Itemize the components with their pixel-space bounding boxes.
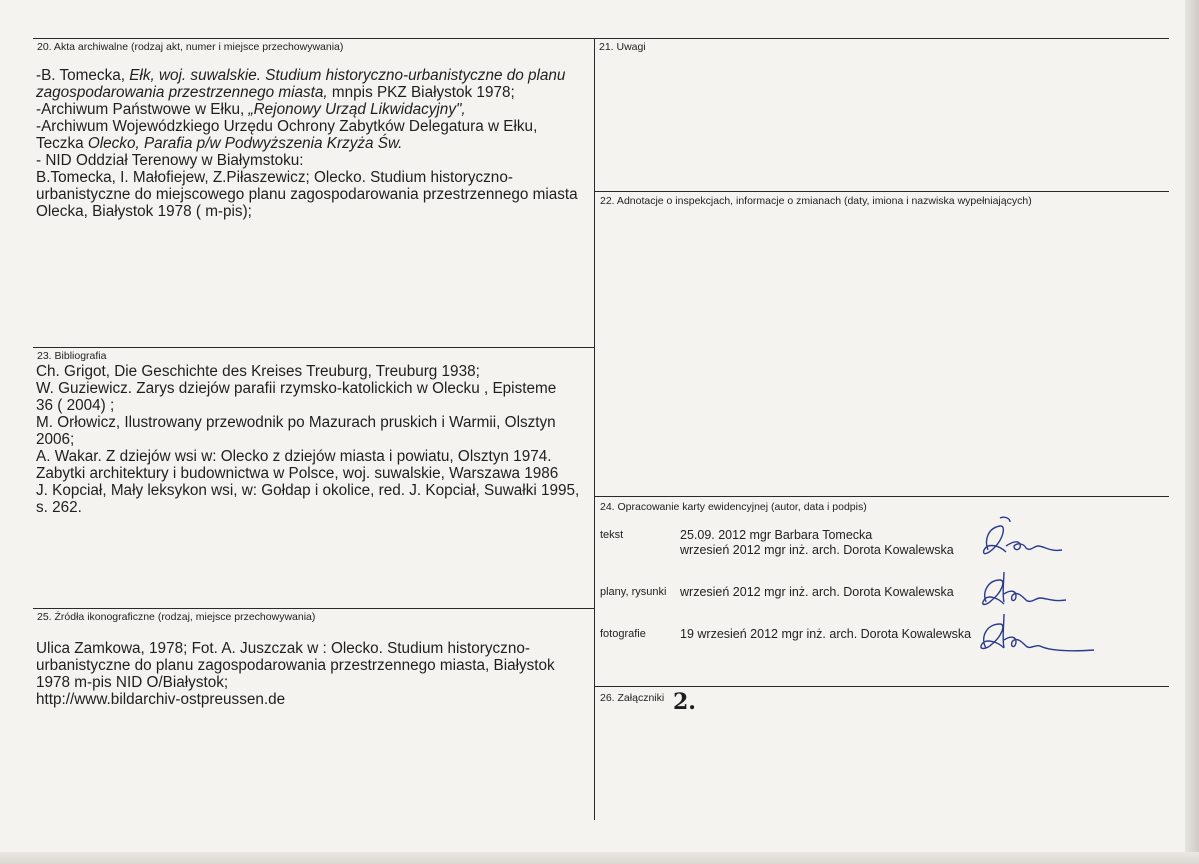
divider-23-25 bbox=[33, 608, 594, 609]
archive-line-9: Olecka, Białystok 1978 ( m-pis); bbox=[36, 203, 252, 220]
paper-edge-right bbox=[1185, 0, 1199, 864]
signature-foto bbox=[968, 612, 1098, 672]
foto-label: fotografie bbox=[600, 628, 646, 640]
divider-20-23 bbox=[33, 347, 594, 348]
archive-line-8: urbanistyczne do miejscowego planu zagospodarowania przestrzennego miasta bbox=[36, 186, 578, 203]
divider-22-24 bbox=[594, 496, 1169, 497]
paper-edge-bottom bbox=[0, 852, 1199, 864]
bibliography-line: J. Kopciał, Mały leksykon wsi, w: Gołdap i okolice, red. J. Kopciał, Suwałki 1995, bbox=[36, 482, 580, 499]
archive-line-7: B.Tomecka, I. Małofiejew, Z.Piłaszewicz; Olecko. Studium historyczno- bbox=[36, 169, 513, 186]
plany-text: wrzesień 2012 mgr inż. arch. Dorota Kowalewska bbox=[680, 585, 954, 599]
archive-line-3-title: „Rejonowy Urząd Likwidacyjny", bbox=[248, 101, 466, 118]
iconography-line: 1978 m-pis NID O/Białystok; bbox=[36, 674, 229, 691]
section-23-label: 23. Bibliografia bbox=[37, 350, 107, 362]
divider-21-22 bbox=[594, 191, 1169, 192]
section-20-content bbox=[36, 67, 578, 220]
archive-line-5-start: Teczka bbox=[36, 135, 88, 152]
tekst-line-1: 25.09. 2012 mgr Barbara Tomecka bbox=[680, 528, 873, 542]
bibliography-line: Zabytki architektury i budownictwa w Polsce, woj. suwalskie, Warszawa 1986 bbox=[36, 465, 559, 482]
divider-24-26 bbox=[594, 686, 1169, 687]
foto-text: 19 wrzesień 2012 mgr inż. arch. Dorota Kowalewska bbox=[680, 627, 972, 641]
tekst-line-2: wrzesień 2012 mgr inż. arch. Dorota Kowalewska bbox=[680, 543, 954, 557]
archive-line-1-author: -B. Tomecka, bbox=[36, 67, 130, 84]
archive-line-5-title: Olecko, Parafia p/w Podwyższenia Krzyża Św. bbox=[87, 135, 403, 152]
section-26-label: 26. Załączniki bbox=[600, 692, 665, 704]
section-20-label: 20. Akta archiwalne (rodzaj akt, numer i miejsce przechowywania) bbox=[37, 41, 344, 53]
bibliography-line: A. Wakar. Z dziejów wsi w: Olecko z dziejów miasta i powiatu, Olsztyn 1974. bbox=[36, 448, 552, 465]
column-divider bbox=[594, 38, 595, 820]
bibliography-line: Ch. Grigot, Die Geschichte des Kreises Treuburg, Treuburg 1938; bbox=[36, 363, 480, 380]
archive-line-5 bbox=[36, 135, 578, 152]
signature-plany bbox=[970, 568, 1080, 616]
archive-line-1 bbox=[36, 67, 578, 84]
archive-line-6: - NID Oddział Terenowy w Białymstoku: bbox=[36, 152, 304, 169]
section-24-label: 24. Opracowanie karty ewidencyjnej (autor, data i podpis) bbox=[600, 501, 867, 513]
archive-line-3 bbox=[36, 101, 578, 118]
section-22-label: 22. Adnotacje o inspekcjach, informacje o zmianach (daty, imiona i nazwiska wypełniających) bbox=[600, 195, 1032, 207]
archive-line-3-start: -Archiwum Państwowe w Ełku, bbox=[36, 101, 249, 118]
iconography-line: http://www.bildarchiv-ostpreussen.de bbox=[36, 691, 286, 708]
archive-line-2-rest: mnpis PKZ Białystok 1978; bbox=[327, 84, 515, 101]
bibliography-line: s. 262. bbox=[36, 499, 82, 516]
section-21-label: 21. Uwagi bbox=[599, 41, 646, 53]
tekst-label: tekst bbox=[600, 529, 624, 541]
signature-tekst bbox=[970, 512, 1080, 572]
bibliography-line: 36 ( 2004) ; bbox=[36, 397, 115, 414]
attachments-count: 2. bbox=[673, 689, 696, 715]
archive-line-2-title: zagospodarowania przestrzennego miasta, bbox=[36, 84, 328, 101]
archive-line-4: -Archiwum Wojewódzkiego Urzędu Ochrony Zabytków Delegatura w Ełku, bbox=[36, 118, 538, 135]
bibliography-line: M. Orłowicz, Ilustrowany przewodnik po Mazurach pruskich i Warmii, Olsztyn bbox=[36, 414, 556, 431]
bibliography-line: 2006; bbox=[36, 431, 75, 448]
section-25-content bbox=[36, 640, 555, 708]
bibliography-line: W. Guziewicz. Zarys dziejów parafii rzymsko-katolickich w Olecku , Episteme bbox=[36, 380, 557, 397]
iconography-line: urbanistyczne do planu zagospodarowania przestrzennego miasta, Białystok bbox=[36, 657, 555, 674]
section-25-label: 25. Źródła ikonograficzne (rodzaj, miejsce przechowywania) bbox=[37, 611, 316, 623]
top-border bbox=[33, 38, 1169, 39]
archive-line-2 bbox=[36, 84, 578, 101]
section-23-content bbox=[36, 363, 579, 516]
plany-label: plany, rysunki bbox=[600, 586, 667, 598]
archive-line-1-title: Ełk, woj. suwalskie. Studium historyczno-urbanistyczne do planu bbox=[129, 67, 566, 84]
iconography-line: Ulica Zamkowa, 1978; Fot. A. Juszczak w : Olecko. Studium historyczno- bbox=[36, 640, 530, 657]
